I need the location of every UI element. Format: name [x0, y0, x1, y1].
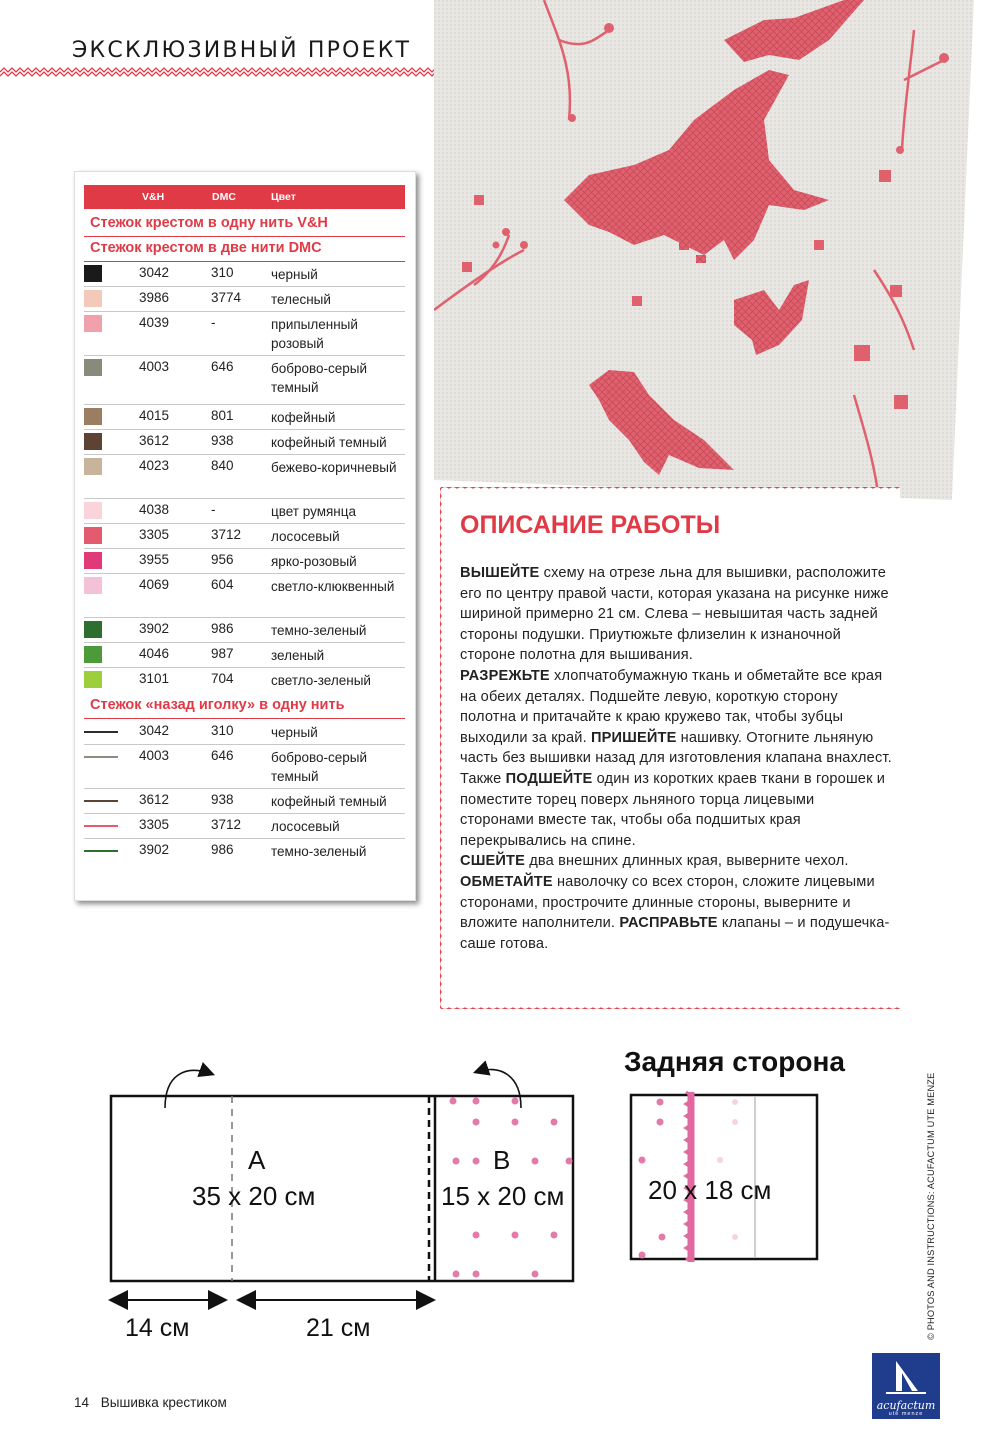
- row-divider: [84, 355, 405, 356]
- step-stitch: СШЕЙТЕ: [460, 853, 525, 870]
- dmc-code: 604: [211, 577, 234, 592]
- dmc-code: 956: [211, 552, 234, 567]
- color-swatch: [84, 458, 102, 475]
- measure-14-label: 14 см: [125, 1314, 190, 1342]
- col-color: Цвет: [271, 191, 296, 203]
- color-name: боброво-серый темный: [271, 750, 368, 784]
- row-divider: [84, 617, 405, 618]
- color-name: зеленый: [271, 648, 325, 663]
- dmc-code: 310: [211, 265, 234, 280]
- line-swatch: [84, 850, 118, 852]
- step-embroider: ВЫШЕЙТЕ: [460, 565, 540, 581]
- color-swatch: [84, 621, 102, 638]
- step-hem: ПОДШЕЙТЕ: [505, 770, 593, 787]
- section-cross-one: Стежок крестом в одну нить V&H: [90, 215, 328, 231]
- vh-code: 3955: [139, 552, 170, 567]
- step-text: схему на отрезе льна для вышивки, расположите его по центру правой части, которая указана на рисунке ниже шириной примерно 21 см. Слева – невышитая часть задней стороны подушки. Приутюжьте флизелин к изнаночной стороне полотна для вышивания.: [460, 565, 889, 664]
- dmc-code: 938: [211, 433, 234, 448]
- dmc-code: 986: [211, 842, 234, 857]
- color-name: черный: [271, 267, 318, 282]
- step-text: один из коротких краев ткани в горошек и поместите торец поверх льняного торца лицевыми сторонами вместе так, чтобы оба подшитых края перекрывались на спине.: [460, 770, 886, 849]
- vh-code: 4023: [139, 458, 170, 473]
- step-overcast: ОБМЕТАЙТЕ: [460, 873, 553, 890]
- photo-credit: © PHOTOS AND INSTRUCTIONS: ACUFACTUM UTE MENZE: [926, 1072, 936, 1340]
- back-side-title: Задняя сторона: [624, 1046, 845, 1077]
- section-cross-two: Стежок крестом в две нити DMC: [90, 240, 322, 256]
- color-swatch: [84, 359, 102, 376]
- dmc-code: 938: [211, 792, 234, 807]
- color-name: ярко-розовый: [271, 554, 357, 569]
- zigzag-divider: [0, 67, 436, 77]
- dmc-code: -: [211, 315, 216, 330]
- measure-21-label: 21 см: [306, 1314, 371, 1342]
- color-swatch: [84, 552, 102, 569]
- row-divider: [84, 667, 405, 668]
- description-title: ОПИСАНИЕ РАБОТЫ: [460, 511, 721, 539]
- dmc-code: 310: [211, 723, 234, 738]
- key-header-bar: [84, 185, 405, 209]
- dmc-code: 987: [211, 646, 234, 661]
- color-swatch: [84, 671, 102, 688]
- dmc-code: 840: [211, 458, 234, 473]
- color-name: темно-зеленый: [271, 844, 367, 859]
- color-swatch: [84, 290, 102, 307]
- color-name: светло-клюквенный: [271, 579, 395, 594]
- vh-code: 3042: [139, 265, 170, 280]
- color-name: боброво-серый темный: [271, 361, 368, 395]
- description-body: [460, 563, 892, 954]
- vh-code: 4038: [139, 502, 170, 517]
- dmc-code: 646: [211, 748, 234, 763]
- row-divider: [84, 454, 405, 455]
- line-swatch: [84, 731, 118, 733]
- row-divider: [84, 744, 405, 745]
- step-straighten: РАСПРАВЬТЕ: [619, 915, 718, 932]
- line-swatch: [84, 800, 118, 802]
- vh-code: 3305: [139, 817, 170, 832]
- panel-b-label: B: [493, 1145, 511, 1175]
- color-swatch: [84, 502, 102, 519]
- vh-code: 3902: [139, 842, 170, 857]
- vh-code: 4003: [139, 359, 170, 374]
- color-name: кофейный: [271, 410, 336, 425]
- logo-subtext: ute menze: [888, 1411, 924, 1417]
- color-name: цвет румянца: [271, 504, 356, 519]
- row-divider: [84, 838, 405, 839]
- dmc-code: -: [211, 502, 216, 517]
- row-divider: [84, 548, 405, 549]
- color-swatch: [84, 315, 102, 332]
- step-text: хлопчатобумажную ткань и обметайте все края на обеих деталях. Подшейте левую, короткую сторону полотна и притачайте к краю кружево так, чтобы зубцы выходили за край.: [460, 667, 883, 746]
- vh-code: 4069: [139, 577, 170, 592]
- step-text: наволочку со всех сторон, сложите лицевыми сторонами, прострочите длинные стороны, выверните и вложите наполнители.: [460, 873, 875, 932]
- vh-code: 4039: [139, 315, 170, 330]
- vh-code: 3902: [139, 621, 170, 636]
- page-footer: [74, 1395, 227, 1410]
- section-title: ЭКСКЛЮЗИВНЫЙ ПРОЕКТ: [72, 38, 412, 63]
- panel-a-label: A: [248, 1145, 266, 1175]
- color-name: черный: [271, 725, 318, 740]
- section-backstitch: Стежок «назад иголку» в одну нить: [90, 697, 345, 713]
- row-divider: [84, 573, 405, 574]
- vh-code: 3612: [139, 433, 170, 448]
- vh-code: 3986: [139, 290, 170, 305]
- vh-code: 4015: [139, 408, 170, 423]
- step-text: два внешних длинных края, выверните чехол.: [524, 853, 849, 870]
- row-divider: [84, 404, 405, 405]
- step-text: нашивку. Отогните льняную часть без вышивки назад для изготовления клапана внахлест.: [460, 729, 892, 767]
- color-name: светло-зеленый: [271, 673, 371, 688]
- dmc-code: 704: [211, 671, 234, 686]
- color-swatch: [84, 646, 102, 663]
- dmc-code: 986: [211, 621, 234, 636]
- color-swatch: [84, 577, 102, 594]
- row-divider: [84, 311, 405, 312]
- step-cut: РАЗРЕЖЬТЕ: [460, 667, 550, 684]
- row-divider: [84, 813, 405, 814]
- dmc-code: 3712: [211, 527, 242, 542]
- row-divider: [84, 788, 405, 789]
- vh-code: 3042: [139, 723, 170, 738]
- step-text: клапаны – и подушечка-саше готова.: [460, 915, 890, 952]
- row-divider: [84, 523, 405, 524]
- color-swatch: [84, 527, 102, 544]
- embroidery-photo: [434, 0, 974, 502]
- color-name: темно-зеленый: [271, 623, 367, 638]
- color-name: лососевый: [271, 819, 340, 834]
- magazine-name: Вышивка крестиком: [100, 1395, 227, 1410]
- color-name: телесный: [271, 292, 331, 307]
- vh-code: 3101: [139, 671, 170, 686]
- row-divider: [84, 429, 405, 430]
- panel-b-size: 15 x 20 см: [441, 1181, 565, 1211]
- dmc-code: 3712: [211, 817, 242, 832]
- color-name: кофейный темный: [271, 435, 387, 450]
- color-name: припыленный розовый: [271, 317, 358, 351]
- row-divider: [84, 642, 405, 643]
- color-swatch: [84, 433, 102, 450]
- acufactum-logo: [872, 1353, 940, 1419]
- vh-code: 4003: [139, 748, 170, 763]
- line-swatch: [84, 825, 118, 827]
- dmc-code: 646: [211, 359, 234, 374]
- panel-a-size: 35 x 20 см: [192, 1181, 316, 1211]
- step-sew-on: ПРИШЕЙТЕ: [591, 729, 677, 746]
- row-divider: [84, 498, 405, 499]
- vh-code: 3612: [139, 792, 170, 807]
- color-swatch: [84, 265, 102, 282]
- color-name: бежево-коричневый: [271, 460, 397, 475]
- color-name: лососевый: [271, 529, 340, 544]
- line-swatch: [84, 756, 118, 758]
- step-text: Также: [460, 770, 506, 787]
- color-name: кофейный темный: [271, 794, 387, 809]
- row-divider: [84, 286, 405, 287]
- sailboat-icon: [872, 1353, 940, 1399]
- logo-text: acufactum: [876, 1399, 936, 1412]
- vh-code: 4046: [139, 646, 170, 661]
- color-swatch: [84, 408, 102, 425]
- col-dmc: DMC: [212, 191, 236, 203]
- dmc-code: 3774: [211, 290, 242, 305]
- col-vh: V&H: [142, 191, 165, 203]
- back-size: 20 x 18 см: [648, 1175, 772, 1205]
- vh-code: 3305: [139, 527, 170, 542]
- page-number: 14: [74, 1395, 90, 1410]
- dmc-code: 801: [211, 408, 234, 423]
- color-key-card: [74, 171, 416, 901]
